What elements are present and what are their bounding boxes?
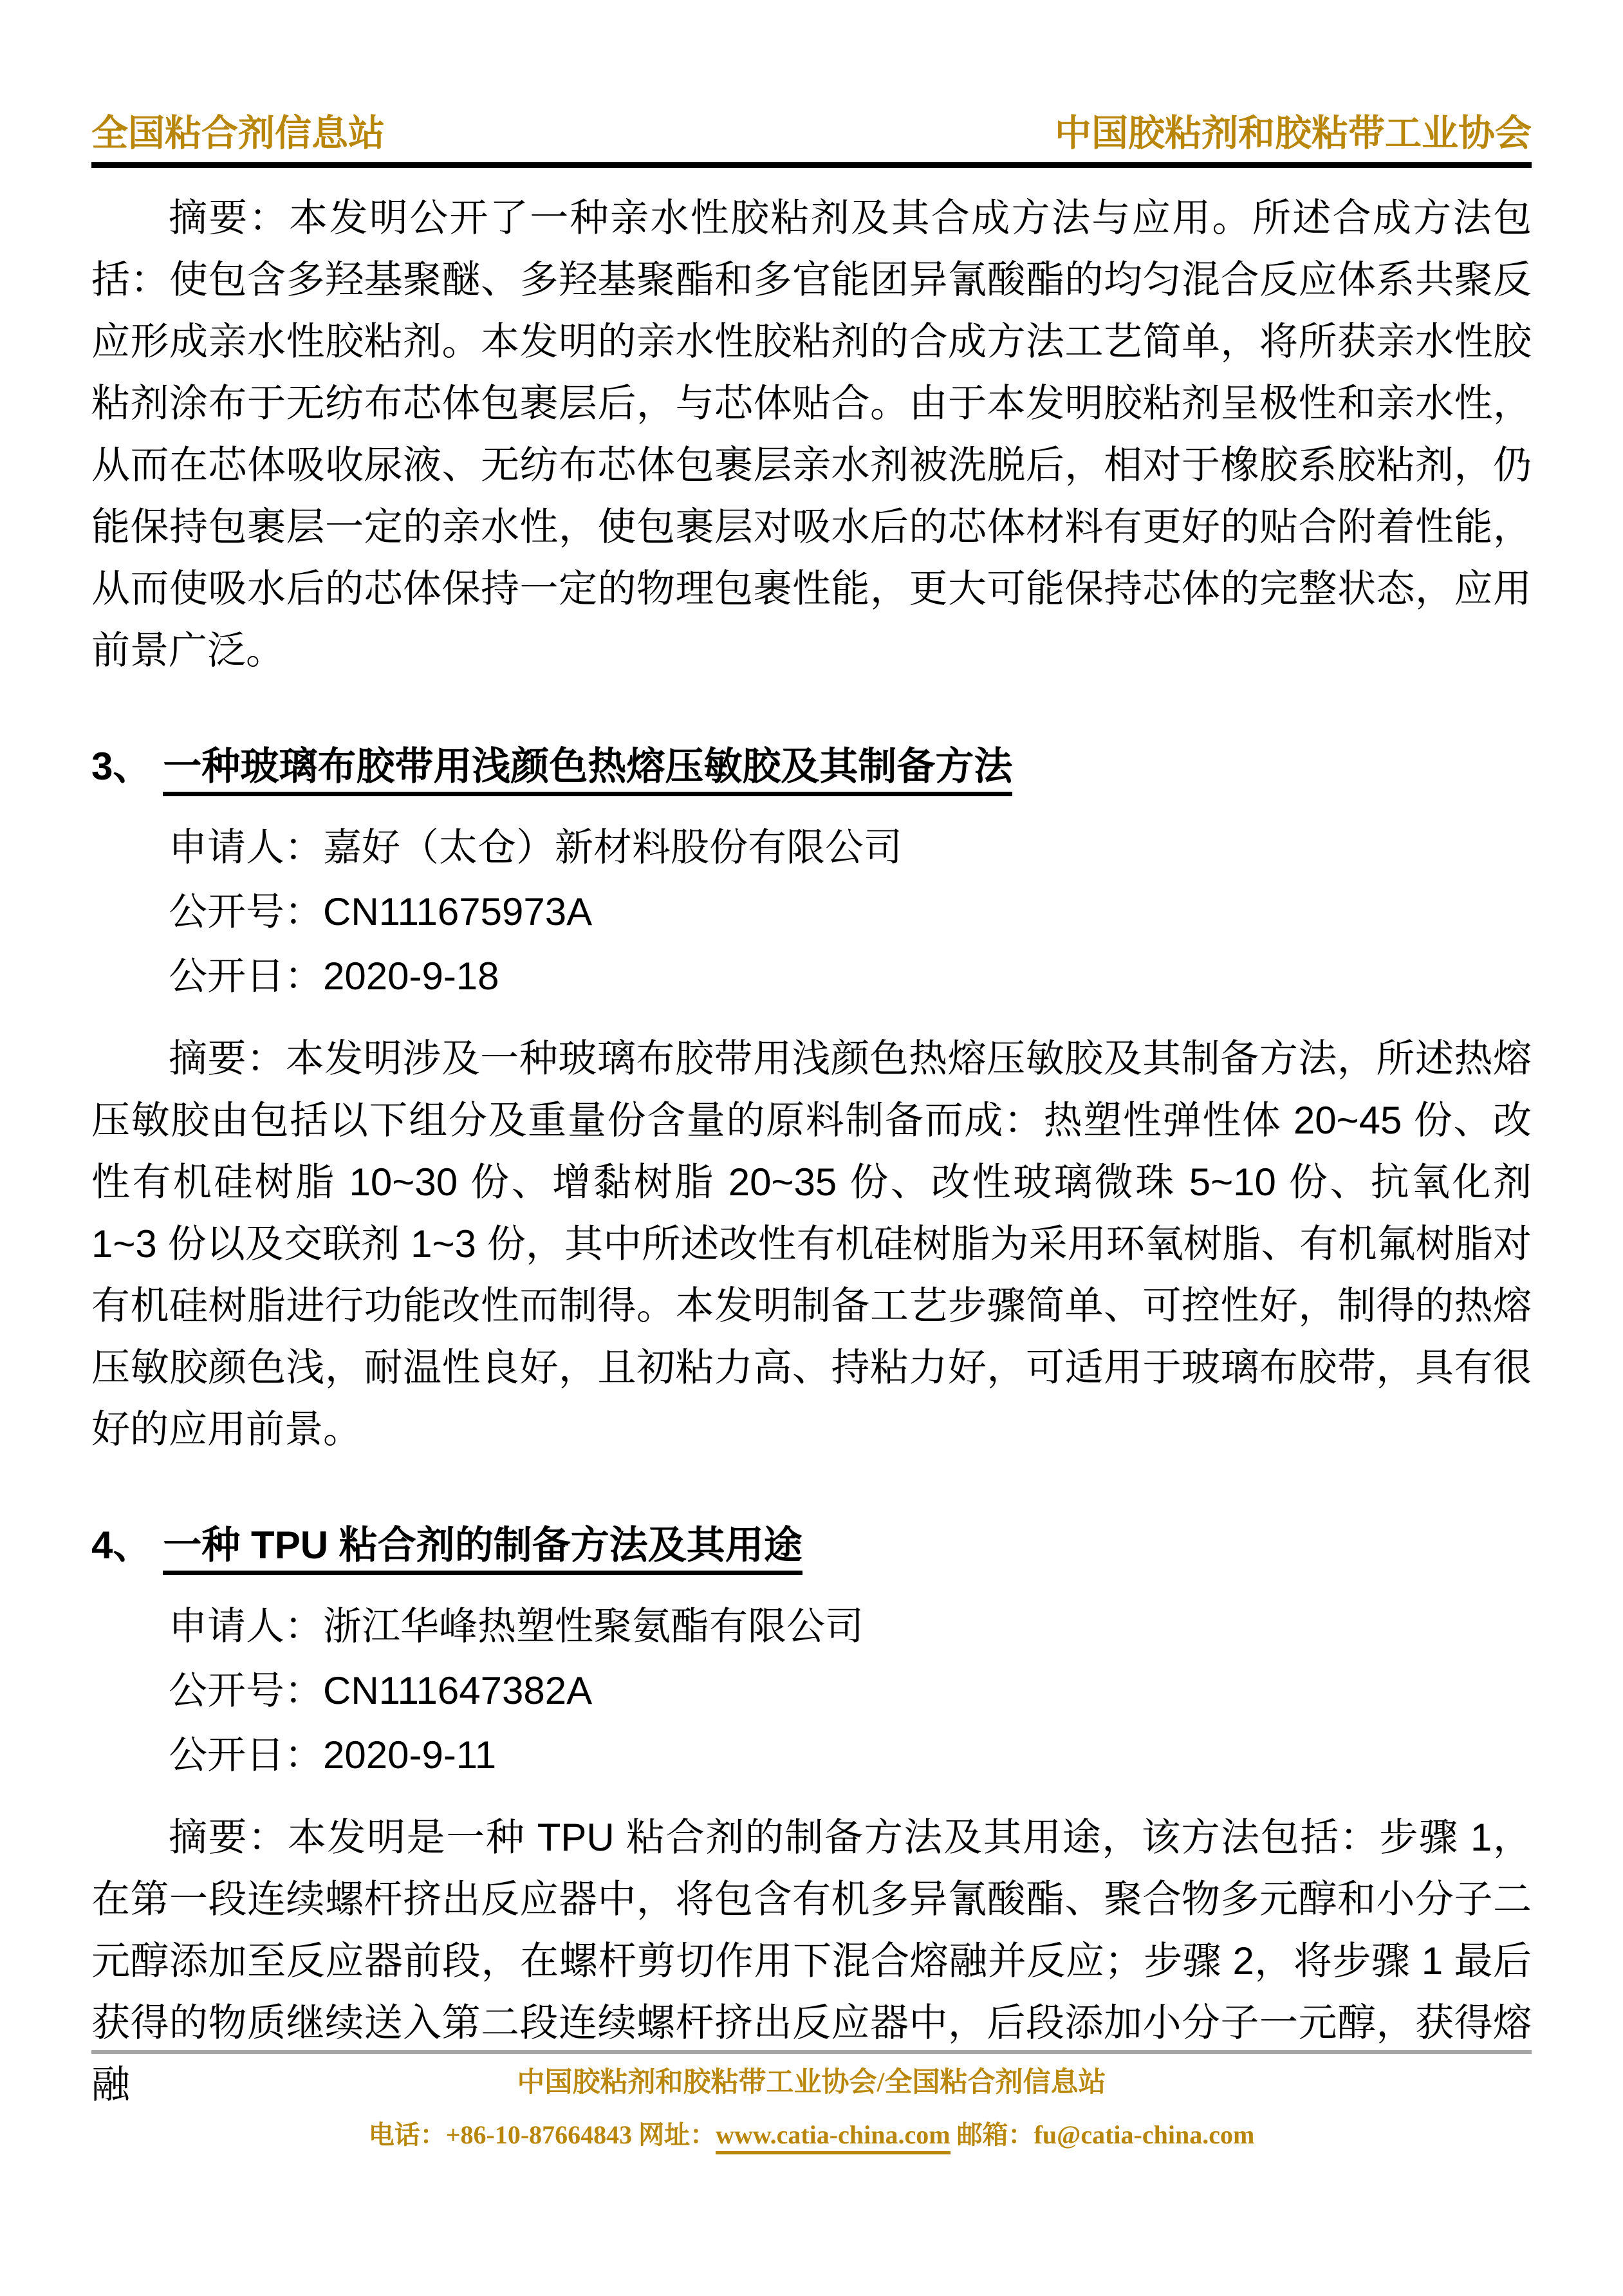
publication-no-value: CN111675973A xyxy=(323,890,593,933)
patent-3-abstract: 摘要：本发明涉及一种玻璃布胶带用浅颜色热熔压敏胶及其制备方法，所述热熔压敏胶由包括以下组分及重量份含量的原料制备而成：热塑性弹性体 20~45 份、改性有机硅树脂 10~30 份、增黏树脂 20~35 份、改性玻璃微珠 5~10 份、抗氧化剂 1~3 份以及交联剂 1~3 份，其中所述改性有机硅树脂为采用环氧树脂、有机氟树脂对有机硅树脂进行功能改性而制得。本发明制备工艺步骤简单、可控性好，制得的热熔压敏胶颜色浅，耐温性良好，且初粘力高、持粘力好，可适用于玻璃布胶带，具有很好的应用前景。 xyxy=(91,1037,1532,1451)
phone-label: 电话： xyxy=(368,2120,446,2149)
publication-no-label: 公开号： xyxy=(169,890,323,933)
patent-4-abstract: 摘要：本发明是一种 TPU 粘合剂的制备方法及其用途，该方法包括：步骤 1，在第一段连续螺杆挤出反应器中，将包含有机多异氰酸酯、聚合物多元醇和小分子二元醇添加至反应器前段，在螺杆剪切作用下混合熔融并反应；步骤 2，将步骤 1 最后获得的物质继续送入第二段连续螺杆挤出反应器中，后段添加小分子一元醇，获得熔融 xyxy=(91,1816,1532,2106)
phone-value: +86-10-87664843 xyxy=(445,2120,633,2149)
applicant-label: 申请人： xyxy=(169,1605,323,1648)
patent-4-number: 4、 xyxy=(91,1524,152,1567)
page-footer xyxy=(91,2050,1532,2151)
patent-3-number: 3、 xyxy=(91,745,152,788)
patent-4-publication-no-row xyxy=(91,1659,1532,1723)
header-right-title: 中国胶粘剂和胶粘带工业协会 xyxy=(1055,113,1532,154)
footer-contact-line xyxy=(91,2120,1532,2151)
publication-date-label: 公开日： xyxy=(169,955,323,998)
header-rule xyxy=(91,162,1532,168)
email-label: 邮箱： xyxy=(950,2120,1034,2149)
patent-4-title: 一种 TPU 粘合剂的制备方法及其用途 xyxy=(163,1524,802,1575)
publication-date-value: 2020-9-11 xyxy=(323,1733,497,1777)
publication-no-label: 公开号： xyxy=(169,1669,323,1712)
patent-3-title: 一种玻璃布胶带用浅颜色热熔压敏胶及其制备方法 xyxy=(163,745,1012,796)
publication-date-label: 公开日： xyxy=(169,1733,323,1777)
applicant-value: 嘉好（太仓）新材料股份有限公司 xyxy=(323,826,902,869)
patent-4-applicant-row xyxy=(91,1594,1532,1659)
applicant-label: 申请人： xyxy=(169,826,323,869)
website-link[interactable]: www.catia-china.com xyxy=(716,2120,950,2154)
footer-organization-line: 中国胶粘剂和胶粘带工业协会/全国粘合剂信息站 xyxy=(517,2067,1106,2098)
header-left-title: 全国粘合剂信息站 xyxy=(91,113,385,154)
patent-3-publication-date-row xyxy=(91,944,1532,1009)
patent-4-publication-date-row xyxy=(91,1723,1532,1787)
applicant-value: 浙江华峰热塑性聚氨酯有限公司 xyxy=(323,1605,864,1648)
publication-date-value: 2020-9-18 xyxy=(323,955,499,998)
website-label: 网址： xyxy=(632,2120,716,2149)
patent-3-publication-no-row xyxy=(91,880,1532,944)
email-value: fu@catia-china.com xyxy=(1034,2120,1255,2149)
previous-item-abstract: 摘要：本发明公开了一种亲水性胶粘剂及其合成方法与应用。所述合成方法包括：使包含多羟基聚醚、多羟基聚酯和多官能团异氰酸酯的均匀混合反应体系共聚反应形成亲水性胶粘剂。本发明的亲水性胶粘剂的合成方法工艺简单，将所获亲水性胶粘剂涂布于无纺布芯体包裹层后，与芯体贴合。由于本发明胶粘剂呈极性和亲水性，从而在芯体吸收尿液、无纺布芯体包裹层亲水剂被洗脱后，相对于橡胶系胶粘剂，仍能保持包裹层一定的亲水性，使包裹层对吸水后的芯体材料有更好的贴合附着性能，从而使吸水后的芯体保持一定的物理包裹性能，更大可能保持芯体的完整状态，应用前景广泛。 xyxy=(91,196,1532,672)
publication-no-value: CN111647382A xyxy=(323,1669,593,1712)
patent-3-heading xyxy=(91,736,1532,798)
patent-4-heading xyxy=(91,1515,1532,1576)
patent-3-applicant-row xyxy=(91,816,1532,880)
page-header xyxy=(91,0,1532,153)
footer-rule xyxy=(91,2050,1532,2054)
